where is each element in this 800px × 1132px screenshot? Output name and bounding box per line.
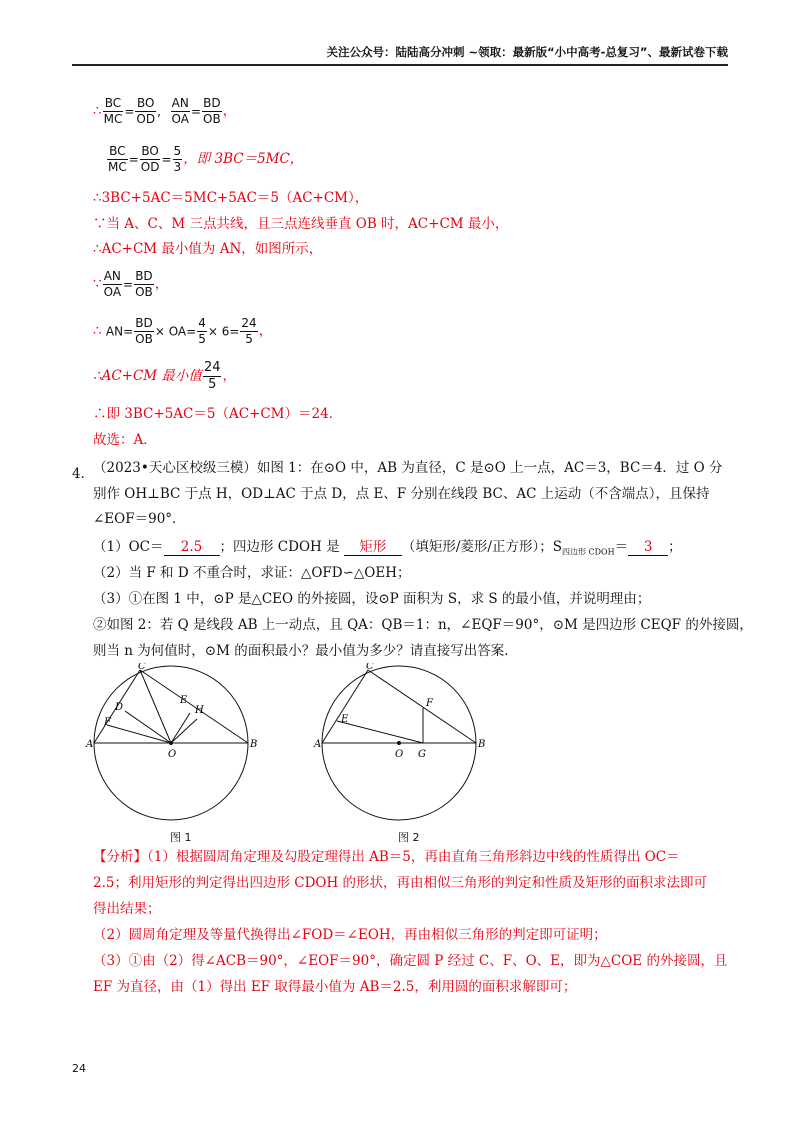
fraction: $\frac{AN}{OA}$	[171, 96, 189, 127]
label-C: C	[366, 663, 374, 672]
header-rule	[72, 64, 728, 66]
label-B: B	[478, 739, 486, 750]
label-D: D	[115, 702, 124, 713]
fraction: $\frac{BD}{OB}$	[135, 316, 153, 347]
fraction: $\frac{BC}{MC}$	[103, 96, 123, 127]
label-O: O	[395, 749, 404, 760]
question-part-5: 则当 n 为何值时，⊙M 的面积最小？最小值为多少？请直接写出答案．	[93, 643, 518, 659]
question-number: 4．	[72, 466, 95, 482]
answer-blank: 矩形	[344, 541, 402, 556]
answer-blank: 3	[628, 541, 668, 556]
solution-line-9: ∴即 3BC+5AC＝5（AC+CM）＝24．	[93, 406, 343, 422]
label-G: G	[418, 749, 426, 760]
analysis-line-1: 【分析】（1）根据圆周角定理及勾股定理得出 AB＝5，再由直角三角形斜边中线的性质得出 OC＝	[93, 849, 680, 865]
question-part-4: ②如图 2：若 Q 是线段 AB 上一动点，且 QA：QB＝1：n，∠EQF＝90°，⊙M 是四边形 CEQF 的外接圆，	[93, 617, 753, 633]
figure-2-diagram	[313, 663, 493, 823]
solution-line-3: ∴3BC+5AC＝5MC+5AC＝5（AC+CM），	[93, 190, 369, 206]
label-B: B	[250, 739, 258, 750]
analysis-line-2: 2.5；利用矩形的判定得出四边形 CDOH 的形状，再由相似三角形的判定和性质及矩形的面积求法即可	[93, 875, 708, 891]
question-part-1: （1）OC＝ 2.5 ；四边形 CDOH 是 矩形 （填矩形/菱形/正方形）；$S_{四边形 CDOH}= 3$ ；	[93, 539, 682, 557]
label-E: E	[341, 714, 349, 725]
analysis-tag: 【分析】	[93, 849, 147, 865]
solution-line-5: ∴AC+CM 最小值为 AN，如图所示，	[93, 241, 323, 257]
fraction: $\frac{BD}{OB}$	[135, 269, 153, 300]
answer-blank: 2.5	[164, 541, 220, 556]
fraction: $\frac{5}{3}$	[173, 144, 182, 175]
label-A: A	[86, 739, 94, 750]
figure-2-caption: 图 2	[398, 831, 420, 844]
question-part-2: （2）当 F 和 D 不重合时，求证：△OFD∽△OEH；	[93, 565, 411, 581]
label-C: C	[138, 663, 146, 672]
fraction: $\frac{BD}{OB}$	[203, 96, 221, 127]
fraction: $\frac{BO}{OD}$	[140, 144, 160, 175]
question-part-3: （3）①在图 1 中，⊙P 是△CEO 的外接圆，设⊙P 面积为 S，求 S 的最小值，并说明理由；	[93, 591, 651, 607]
page-header: 关注公众号：陆陆高分冲刺 ~领取：最新版“小中高考-总复习”、最新试卷下载	[326, 45, 728, 59]
analysis-line-5: （3）①由（2）得∠ACB＝90°，∠EOF＝90°，确定圆 P 经过 C、F、O、E，即为△COE 的外接圆，且	[93, 953, 728, 969]
label-A: A	[314, 739, 322, 750]
analysis-line-4: （2）圆周角定理及等量代换得出∠FOD＝∠EOH，再由相似三角形的判定即可证明；	[93, 927, 607, 943]
page-number: 24	[72, 1062, 86, 1075]
solution-line-4: ∵当 A、C、M 三点共线，且三点连线垂直 OB 时，AC+CM 最小，	[93, 216, 509, 232]
label-E: E	[180, 695, 188, 706]
fraction: $\frac{24}{5}$	[203, 360, 221, 393]
solution-line-2: $\frac{BC}{MC}$ = $\frac{BO}{OD}$ = $\frac{5}{3}$ ，即 3BC＝5MC，	[108, 144, 304, 175]
label-F: F	[104, 717, 111, 728]
fraction: $\frac{BO}{OD}$	[136, 96, 156, 127]
question-line-1: （2023•天心区校级三模）如图 1：在⊙O 中，AB 为直径，C 是⊙O 上一点，AC＝3，BC＝4．过 O 分	[93, 460, 723, 476]
label-F: F	[426, 698, 433, 709]
label-H: H	[195, 705, 204, 716]
figure-1-caption: 图 1	[170, 831, 192, 844]
label-O: O	[168, 749, 177, 760]
solution-line-6: ∵ $\frac{AN}{OA}$ = $\frac{BD}{OB}$ ，	[93, 269, 169, 300]
solution-line-10: 故选：A．	[93, 432, 157, 448]
question-line-3: ∠EOF＝90°．	[93, 511, 186, 527]
solution-line-1: ∴ $\frac{BC}{MC}$ = $\frac{BO}{OD}$ , $\frac{AN}{OA}$ = $\frac{BD}{OB}$ ，	[93, 96, 237, 127]
fraction: $\frac{AN}{OA}$	[103, 269, 122, 300]
analysis-line-3: 得出结果；	[93, 901, 161, 917]
fraction: $\frac{4}{5}$	[198, 316, 206, 347]
fraction: $\frac{BC}{MC}$	[108, 144, 127, 175]
analysis-line-6: EF 为直径，由（1）得出 EF 取得最小值为 AB＝2.5，利用圆的面积求解即可；	[93, 979, 577, 995]
figure-1-diagram	[85, 663, 265, 823]
fraction: $\frac{24}{5}$	[241, 316, 257, 347]
solution-line-8: ∴AC+CM 最小值 $\frac{24}{5}$ ，	[93, 360, 236, 393]
question-line-2: 别作 OH⊥BC 于点 H，OD⊥AC 于点 D，点 E、F 分别在线段 BC、AC 上运动（不含端点），且保持	[93, 486, 710, 502]
solution-line-7: ∴ AN= $\frac{BD}{OB}$ × OA= $\frac{4}{5}$ × 6= $\frac{24}{5}$ ，	[93, 316, 273, 347]
